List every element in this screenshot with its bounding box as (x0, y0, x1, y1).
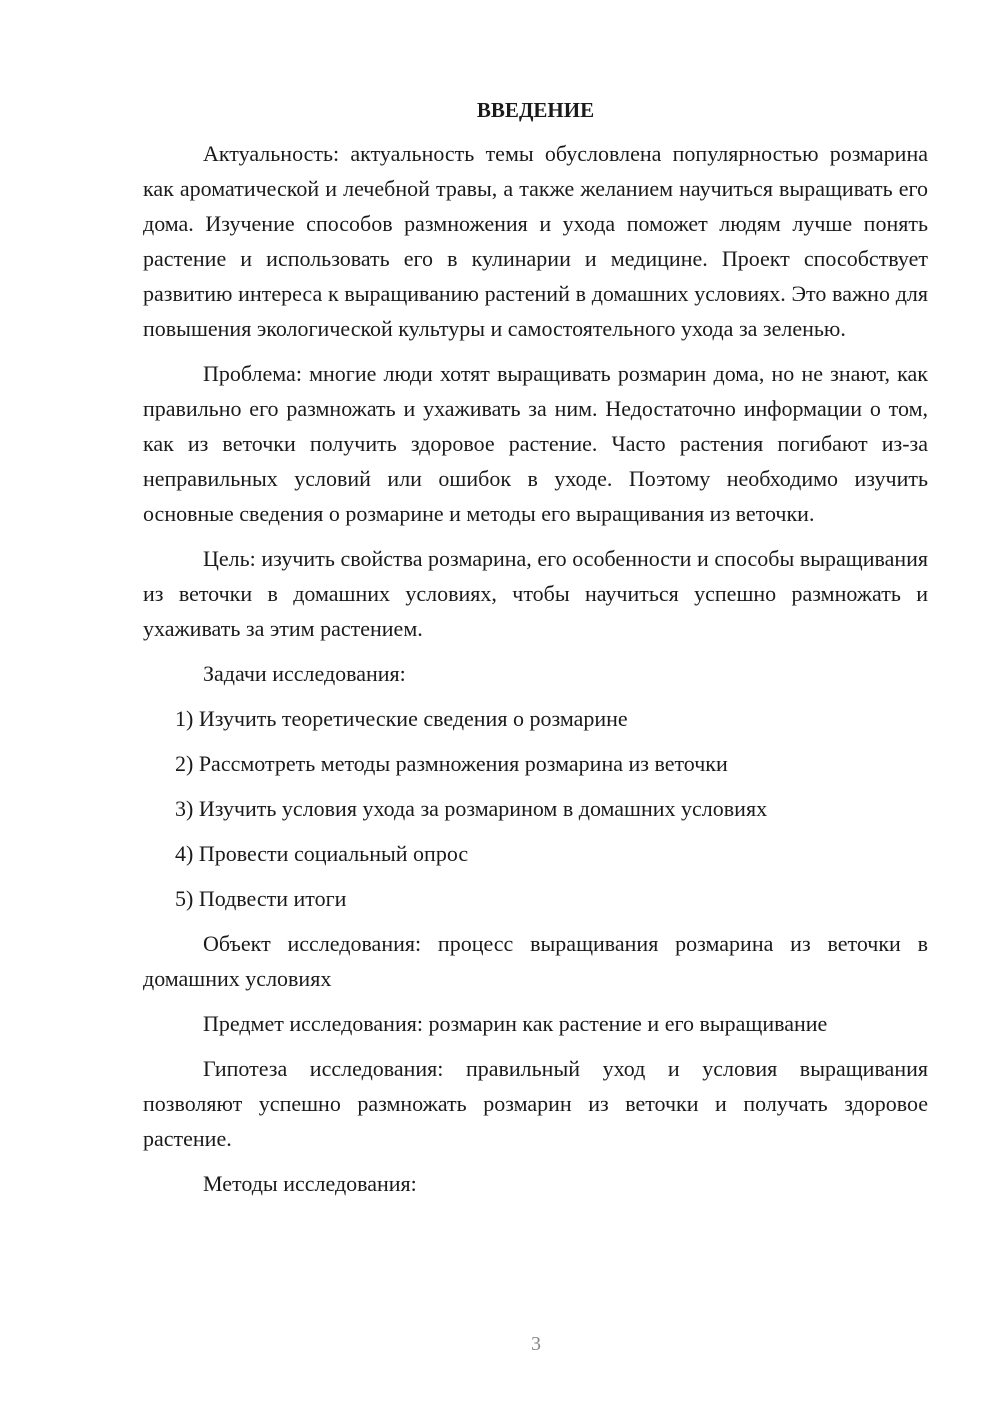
methods-heading: Методы исследования: (203, 1171, 417, 1196)
list-item: 2) Рассмотреть методы размножения розмарина из веточки (175, 751, 728, 776)
paragraph-hypothesis: Гипотеза исследования: правильный уход и условия выращивания позволяют успешно размножать розмарин из веточки и получать здоровое растение. (143, 1056, 928, 1151)
list-item: 1) Изучить теоретические сведения о розмарине (175, 706, 628, 731)
page-number: 3 (531, 1333, 541, 1355)
document-page (143, 96, 928, 1201)
paragraph-goal: Цель: изучить свойства розмарина, его особенности и способы выращивания из веточки в домашних условиях, чтобы научиться успешно размножать и ухаживать за этим растением. (143, 546, 928, 641)
section-title: ВВЕДЕНИЕ (476, 98, 595, 122)
list-item: 3) Изучить условия ухода за розмарином в домашних условиях (175, 796, 768, 821)
list-item: 5) Подвести итоги (175, 886, 347, 911)
paragraph-relevance: Актуальность: актуальность темы обусловлена популярностью розмарина как ароматической и лечебной травы, а также желанием научиться выращивать его дома. Изучение способов размножения и ухода поможет людям лучше понять растение и использовать его в кулинарии и медицине. Проект способствует развитию интереса к выращиванию растений в домашних условиях. Это важно для повышения экологической культуры и самостоятельного ухода за зеленью. (143, 141, 928, 341)
paragraph-object: Объект исследования: процесс выращивания розмарина из веточки в домашних условиях (143, 931, 928, 991)
tasks-list (143, 701, 928, 916)
tasks-heading: Задачи исследования: (203, 661, 406, 686)
paragraph-subject: Предмет исследования: розмарин как растение и его выращивание (203, 1011, 828, 1036)
list-item: 4) Провести социальный опрос (175, 841, 469, 866)
paragraph-problem: Проблема: многие люди хотят выращивать розмарин дома, но не знают, как правильно его размножать и ухаживать за ним. Недостаточно информации о том, как из веточки получить здоровое растение. Часто растения погибают из-за неправильных условий или ошибок в уходе. Поэтому необходимо изучить основные сведения о розмарине и методы его выращивания из веточки. (143, 361, 928, 526)
